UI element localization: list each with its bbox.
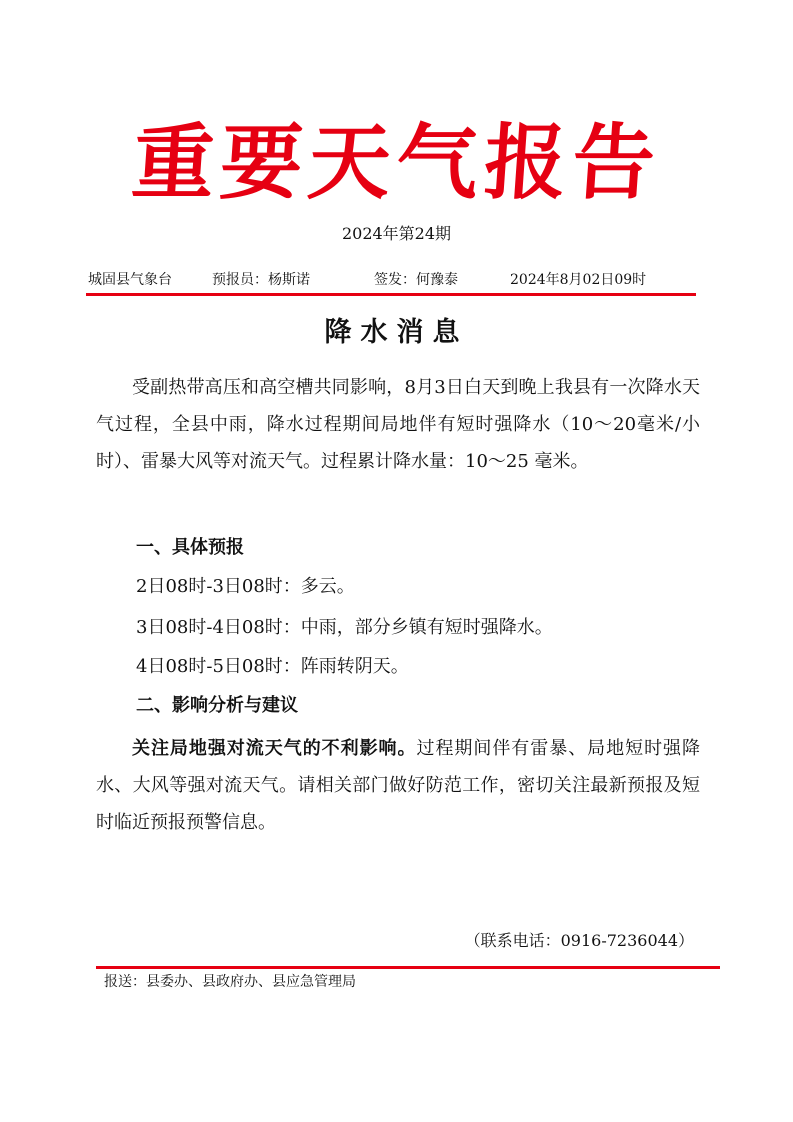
issue-datetime: 2024年8月02日09时: [510, 272, 647, 288]
forecast-item: 4日08时-5日08时：阵雨转阴天。: [136, 656, 409, 677]
section1-heading: 一、具体预报: [136, 537, 244, 558]
distribution-list: 报送：县委办、县政府办、县应急管理局: [104, 974, 356, 990]
advice-text: 过程期间伴有雷暴、局地短时强降水、大风等强对流天气。请相关部门做好防范工作，密切关注最新预报及短时临近预报预警信息。: [96, 738, 701, 833]
forecast-item: 2日08时-3日08时：多云。: [136, 576, 355, 597]
forecast-item: 3日08时-4日08时：中雨，部分乡镇有短时强降水。: [136, 617, 553, 638]
meta-row: [88, 268, 693, 292]
issue-number: 2024年第24期: [341, 224, 452, 243]
contact-phone: （联系电话：0916-7236044）: [464, 931, 694, 950]
section2-heading: 二、影响分析与建议: [136, 695, 298, 716]
advice-lead: 关注局地强对流天气的不利影响。: [132, 738, 417, 759]
signer: 签发：何豫泰: [374, 272, 458, 288]
station-name: 城固县气象台: [88, 272, 172, 288]
advice-paragraph: [96, 730, 700, 841]
intro-paragraph: 受副热带高压和高空槽共同影响，8月3日白天到晚上我县有一次降水天气过程，全县中雨，降水过程期间局地伴有短时强降水（10～20毫米/小时）、雷暴大风等对流天气。过程累计降水量：10～25 毫米。: [96, 377, 700, 472]
header-divider: [86, 293, 696, 296]
forecaster: 预报员：杨斯诺: [212, 272, 310, 288]
masthead-title: 重要天气报告: [129, 115, 664, 211]
report-title: 降水消息: [324, 317, 469, 348]
